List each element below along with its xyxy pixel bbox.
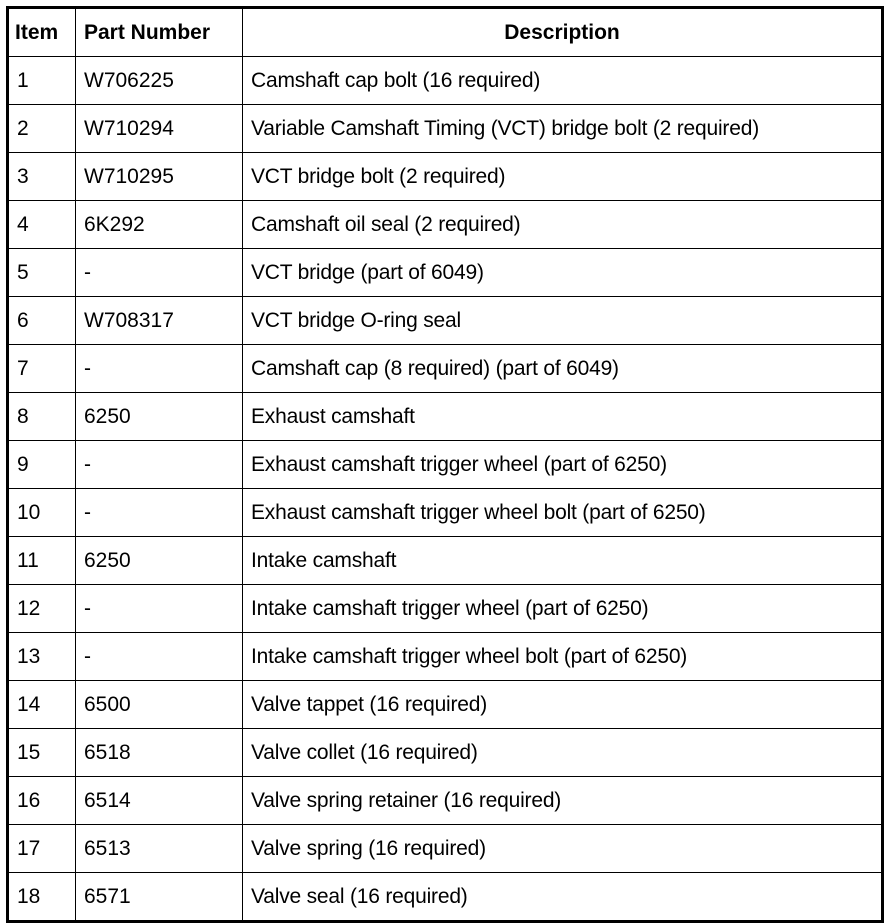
cell-part-number: -: [76, 345, 243, 393]
cell-item: 7: [8, 345, 76, 393]
cell-description: Intake camshaft: [243, 537, 883, 585]
table-row: [8, 873, 883, 922]
table-row: [8, 201, 883, 249]
cell-item: 4: [8, 201, 76, 249]
header-description: Description: [243, 8, 883, 57]
cell-part-number: W710294: [76, 105, 243, 153]
cell-item: 14: [8, 681, 76, 729]
table-body: [8, 57, 883, 922]
cell-part-number: 6513: [76, 825, 243, 873]
cell-part-number: -: [76, 489, 243, 537]
cell-description: Intake camshaft trigger wheel (part of 6250): [243, 585, 883, 633]
cell-item: 5: [8, 249, 76, 297]
cell-part-number: W708317: [76, 297, 243, 345]
cell-item: 12: [8, 585, 76, 633]
cell-description: Camshaft cap (8 required) (part of 6049): [243, 345, 883, 393]
table-row: [8, 393, 883, 441]
parts-table: [6, 6, 884, 923]
table-row: [8, 345, 883, 393]
table-row: [8, 633, 883, 681]
header-part-number: Part Number: [76, 8, 243, 57]
cell-description: Valve collet (16 required): [243, 729, 883, 777]
cell-part-number: 6250: [76, 537, 243, 585]
cell-part-number: W710295: [76, 153, 243, 201]
table-row: [8, 441, 883, 489]
cell-part-number: 6K292: [76, 201, 243, 249]
cell-part-number: -: [76, 249, 243, 297]
table-row: [8, 537, 883, 585]
cell-part-number: 6518: [76, 729, 243, 777]
cell-item: 11: [8, 537, 76, 585]
table-row: [8, 57, 883, 105]
cell-description: Valve seal (16 required): [243, 873, 883, 922]
cell-item: 9: [8, 441, 76, 489]
cell-item: 6: [8, 297, 76, 345]
table-row: [8, 297, 883, 345]
cell-part-number: 6250: [76, 393, 243, 441]
cell-description: Exhaust camshaft: [243, 393, 883, 441]
cell-item: 3: [8, 153, 76, 201]
cell-description: Valve tappet (16 required): [243, 681, 883, 729]
cell-description: Exhaust camshaft trigger wheel (part of 6250): [243, 441, 883, 489]
cell-description: Intake camshaft trigger wheel bolt (part of 6250): [243, 633, 883, 681]
table-row: [8, 729, 883, 777]
cell-item: 10: [8, 489, 76, 537]
cell-description: VCT bridge (part of 6049): [243, 249, 883, 297]
cell-item: 16: [8, 777, 76, 825]
cell-part-number: -: [76, 441, 243, 489]
cell-description: Camshaft oil seal (2 required): [243, 201, 883, 249]
cell-description: VCT bridge bolt (2 required): [243, 153, 883, 201]
cell-part-number: W706225: [76, 57, 243, 105]
cell-description: Exhaust camshaft trigger wheel bolt (part of 6250): [243, 489, 883, 537]
table-row: [8, 153, 883, 201]
cell-description: Variable Camshaft Timing (VCT) bridge bolt (2 required): [243, 105, 883, 153]
cell-item: 1: [8, 57, 76, 105]
cell-description: Camshaft cap bolt (16 required): [243, 57, 883, 105]
cell-item: 2: [8, 105, 76, 153]
table-row: [8, 777, 883, 825]
cell-item: 13: [8, 633, 76, 681]
cell-part-number: 6500: [76, 681, 243, 729]
cell-item: 15: [8, 729, 76, 777]
cell-part-number: 6571: [76, 873, 243, 922]
table-row: [8, 249, 883, 297]
cell-part-number: -: [76, 633, 243, 681]
cell-item: 17: [8, 825, 76, 873]
table-row: [8, 105, 883, 153]
cell-item: 8: [8, 393, 76, 441]
table-header: [8, 8, 883, 57]
table-row: [8, 825, 883, 873]
cell-description: Valve spring retainer (16 required): [243, 777, 883, 825]
table-row: [8, 681, 883, 729]
header-row: [8, 8, 883, 57]
table-row: [8, 585, 883, 633]
header-item: Item: [8, 8, 76, 57]
cell-item: 18: [8, 873, 76, 922]
cell-description: Valve spring (16 required): [243, 825, 883, 873]
table-row: [8, 489, 883, 537]
cell-description: VCT bridge O-ring seal: [243, 297, 883, 345]
cell-part-number: 6514: [76, 777, 243, 825]
cell-part-number: -: [76, 585, 243, 633]
